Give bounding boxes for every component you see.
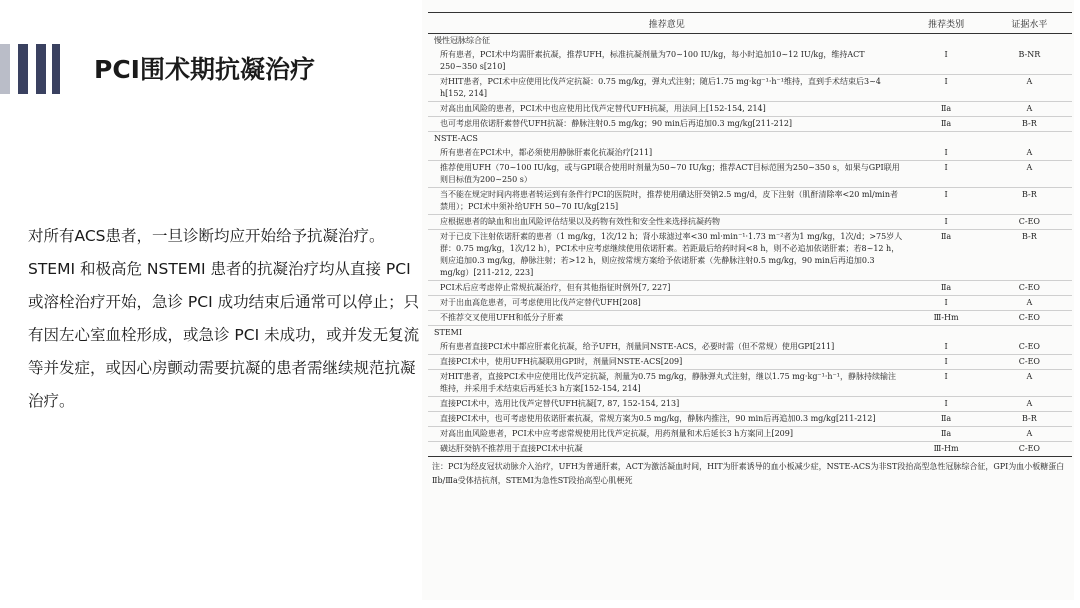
- evidence-cell: C-EO: [987, 311, 1072, 326]
- evidence-cell: A: [987, 370, 1072, 397]
- table-row: [428, 48, 1072, 75]
- class-cell: Ⅰ: [905, 370, 986, 397]
- recommendation-cell: 当不能在规定时间内将患者转运到有条件行PCI的医院时，推荐使用磺达肝癸钠2.5 mg/d，皮下注射（肌酐清除率<20 ml/min者禁用）；PCI术中须补给UFH 50~70 IU/kg[215]: [428, 188, 905, 215]
- class-cell: Ⅰ: [905, 75, 986, 102]
- table-row: [428, 281, 1072, 296]
- class-cell: Ⅰ: [905, 188, 986, 215]
- table-body: [428, 34, 1072, 457]
- evidence-cell: A: [987, 397, 1072, 412]
- body-paragraph: STEMI 和极高危 NSTEMI 患者的抗凝治疗均从直接 PCI 或溶栓治疗开始，急诊 PCI 成功结束后通常可以停止；只有因左心室血栓形成，或急诊 PCI 未成功，或并发无复流等并发症，或因心房颤动需要抗凝的患者需继续规范抗凝治疗。: [28, 260, 420, 410]
- recommendation-cell: 对HIT患者，PCI术中应使用比伐芦定抗凝：0.75 mg/kg，弹丸式注射；随后1.75 mg·kg⁻¹·h⁻¹维持，直到手术结束后3~4 h[152, 214]: [428, 75, 905, 102]
- evidence-cell: A: [987, 427, 1072, 442]
- table-section-row: [428, 132, 1072, 147]
- decorative-bars: [0, 44, 62, 94]
- table-row: [428, 215, 1072, 230]
- table-row: [428, 412, 1072, 427]
- class-cell: Ⅱa: [905, 427, 986, 442]
- class-cell: Ⅰ: [905, 397, 986, 412]
- table-section-row: [428, 326, 1072, 341]
- table-row: [428, 117, 1072, 132]
- decorative-bar: [18, 44, 28, 94]
- slide-body: [28, 220, 420, 418]
- evidence-cell: B-R: [987, 230, 1072, 281]
- recommendation-cell: 对HIT患者，直接PCI术中应使用比伐芦定抗凝，剂量为0.75 mg/kg，静脉弹丸式注射，继以1.75 mg·kg⁻¹·h⁻¹，静脉持续输注维持，并采用手术结束后再延长3 h方案[152-154, 214]: [428, 370, 905, 397]
- table-row: [428, 311, 1072, 326]
- recommendation-cell: 对于已皮下注射依诺肝素的患者（1 mg/kg，1次/12 h；肾小球滤过率<30 ml·min⁻¹·1.73 m⁻²者为1 mg/kg，1次/d；>75岁人群：0.75 mg/kg，1次/12 h），PCI术中应考虑继续使用依诺肝素。若距最后给药时间<8 h，则不必追加依诺肝素；若8~12 h，则应追加0.3 mg/kg，静脉注射；若>12 h，则应按常规方案给予依诺肝素（先静脉注射0.5 mg/kg，90 min后再追加0.3 mg/kg）[211-212, 223]: [428, 230, 905, 281]
- evidence-cell: C-EO: [987, 340, 1072, 355]
- table-row: [428, 442, 1072, 457]
- body-paragraph: 对所有ACS患者，一旦诊断均应开始给予抗凝治疗。: [28, 227, 385, 245]
- class-cell: Ⅰ: [905, 340, 986, 355]
- recommendation-cell: PCI术后应考虑停止常规抗凝治疗，但有其他指征时例外[7, 227]: [428, 281, 905, 296]
- recommendation-cell: 也可考虑用依诺肝素替代UFH抗凝：静脉注射0.5 mg/kg；90 min后再追加0.3 mg/kg[211-212]: [428, 117, 905, 132]
- section-label: 慢性冠脉综合征: [434, 36, 490, 45]
- table-section-row: [428, 34, 1072, 49]
- table-row: [428, 370, 1072, 397]
- class-cell: Ⅰ: [905, 355, 986, 370]
- evidence-cell: C-EO: [987, 442, 1072, 457]
- recommendation-cell: 不推荐交叉使用UFH和低分子肝素: [428, 311, 905, 326]
- class-cell: Ⅱa: [905, 281, 986, 296]
- table-header-row: [428, 13, 1072, 34]
- class-cell: Ⅰ: [905, 296, 986, 311]
- recommendation-cell: 直接PCI术中，使用UFH抗凝联用GPI时，剂量同NSTE-ACS[209]: [428, 355, 905, 370]
- class-cell: Ⅰ: [905, 48, 986, 75]
- class-cell: Ⅱa: [905, 412, 986, 427]
- evidence-cell: B-R: [987, 188, 1072, 215]
- decorative-bar: [36, 44, 46, 94]
- evidence-cell: C-EO: [987, 215, 1072, 230]
- table-row: [428, 146, 1072, 161]
- section-label: NSTE-ACS: [434, 134, 478, 143]
- evidence-cell: A: [987, 296, 1072, 311]
- class-cell: Ⅱa: [905, 230, 986, 281]
- table-row: [428, 397, 1072, 412]
- recommendation-cell: 推荐使用UFH（70~100 IU/kg，或与GPI联合使用时剂量为50~70 IU/kg；推荐ACT目标范围为250~350 s，如果与GPI联用则目标值为200~250 s）: [428, 161, 905, 188]
- recommendation-cell: 直接PCI术中，也可考虑使用依诺肝素抗凝，常规方案为0.5 mg/kg，静脉内推注，90 min后再追加0.3 mg/kg[211-212]: [428, 412, 905, 427]
- recommendation-cell: 对高出血风险的患者，PCI术中也应使用比伐芦定替代UFH抗凝，用法同上[152-154, 214]: [428, 102, 905, 117]
- recommendation-table-panel: [422, 0, 1074, 600]
- table-row: [428, 188, 1072, 215]
- recommendation-cell: 所有患者直接PCI术中都应肝素化抗凝，给予UFH，剂量同NSTE-ACS，必要时需（但不常规）使用GPI[211]: [428, 340, 905, 355]
- evidence-cell: B-NR: [987, 48, 1072, 75]
- table-row: [428, 296, 1072, 311]
- evidence-cell: C-EO: [987, 281, 1072, 296]
- table-row: [428, 230, 1072, 281]
- header-class: 推荐类别: [905, 13, 986, 34]
- recommendation-table: [428, 12, 1072, 457]
- table-row: [428, 75, 1072, 102]
- evidence-cell: C-EO: [987, 355, 1072, 370]
- recommendation-cell: 直接PCI术中，选用比伐芦定替代UFH抗凝[7, 87, 152-154, 213]: [428, 397, 905, 412]
- evidence-cell: A: [987, 102, 1072, 117]
- class-cell: Ⅰ: [905, 146, 986, 161]
- class-cell: Ⅰ: [905, 215, 986, 230]
- decorative-bar: [0, 44, 10, 94]
- header-evidence: 证据水平: [987, 13, 1072, 34]
- decorative-bar: [52, 44, 60, 94]
- evidence-cell: B-R: [987, 117, 1072, 132]
- class-cell: Ⅰ: [905, 161, 986, 188]
- table-row: [428, 102, 1072, 117]
- table-row: [428, 427, 1072, 442]
- class-cell: Ⅱa: [905, 117, 986, 132]
- evidence-cell: B-R: [987, 412, 1072, 427]
- evidence-cell: A: [987, 146, 1072, 161]
- recommendation-cell: 对高出血风险患者，PCI术中应考虑常规使用比伐芦定抗凝，用药剂量和术后延长3 h方案同上[209]: [428, 427, 905, 442]
- table-row: [428, 340, 1072, 355]
- class-cell: Ⅲ-Hm: [905, 442, 986, 457]
- slide-title: PCI围术期抗凝治疗: [94, 55, 315, 84]
- recommendation-cell: 对于出血高危患者，可考虑使用比伐芦定替代UFH[208]: [428, 296, 905, 311]
- recommendation-cell: 所有患者，PCI术中均需肝素抗凝，推荐UFH，标准抗凝剂量为70~100 IU/kg，每小时追加10~12 IU/kg，维持ACT 250~350 s[210]: [428, 48, 905, 75]
- recommendation-cell: 磺达肝癸钠不推荐用于直接PCI术中抗凝: [428, 442, 905, 457]
- evidence-cell: A: [987, 161, 1072, 188]
- header-recommendation: 推荐意见: [428, 13, 905, 34]
- table-row: [428, 161, 1072, 188]
- table-row: [428, 355, 1072, 370]
- recommendation-cell: 所有患者在PCI术中，都必须使用静脉肝素化抗凝治疗[211]: [428, 146, 905, 161]
- class-cell: Ⅱa: [905, 102, 986, 117]
- recommendation-cell: 应根据患者的缺血和出血风险评估结果以及药物有效性和安全性来选择抗凝药物: [428, 215, 905, 230]
- section-label: STEMI: [434, 328, 463, 337]
- evidence-cell: A: [987, 75, 1072, 102]
- class-cell: Ⅲ-Hm: [905, 311, 986, 326]
- table-footnote: 注：PCI为经皮冠状动脉介入治疗，UFH为普通肝素，ACT为激活凝血时间，HIT为肝素诱导的血小板减少症，NSTE-ACS为非ST段抬高型急性冠脉综合征，GPI为血小板糖蛋白Ⅱb/Ⅲa受体拮抗剂，STEMI为急性ST段抬高型心肌梗死: [432, 462, 1065, 485]
